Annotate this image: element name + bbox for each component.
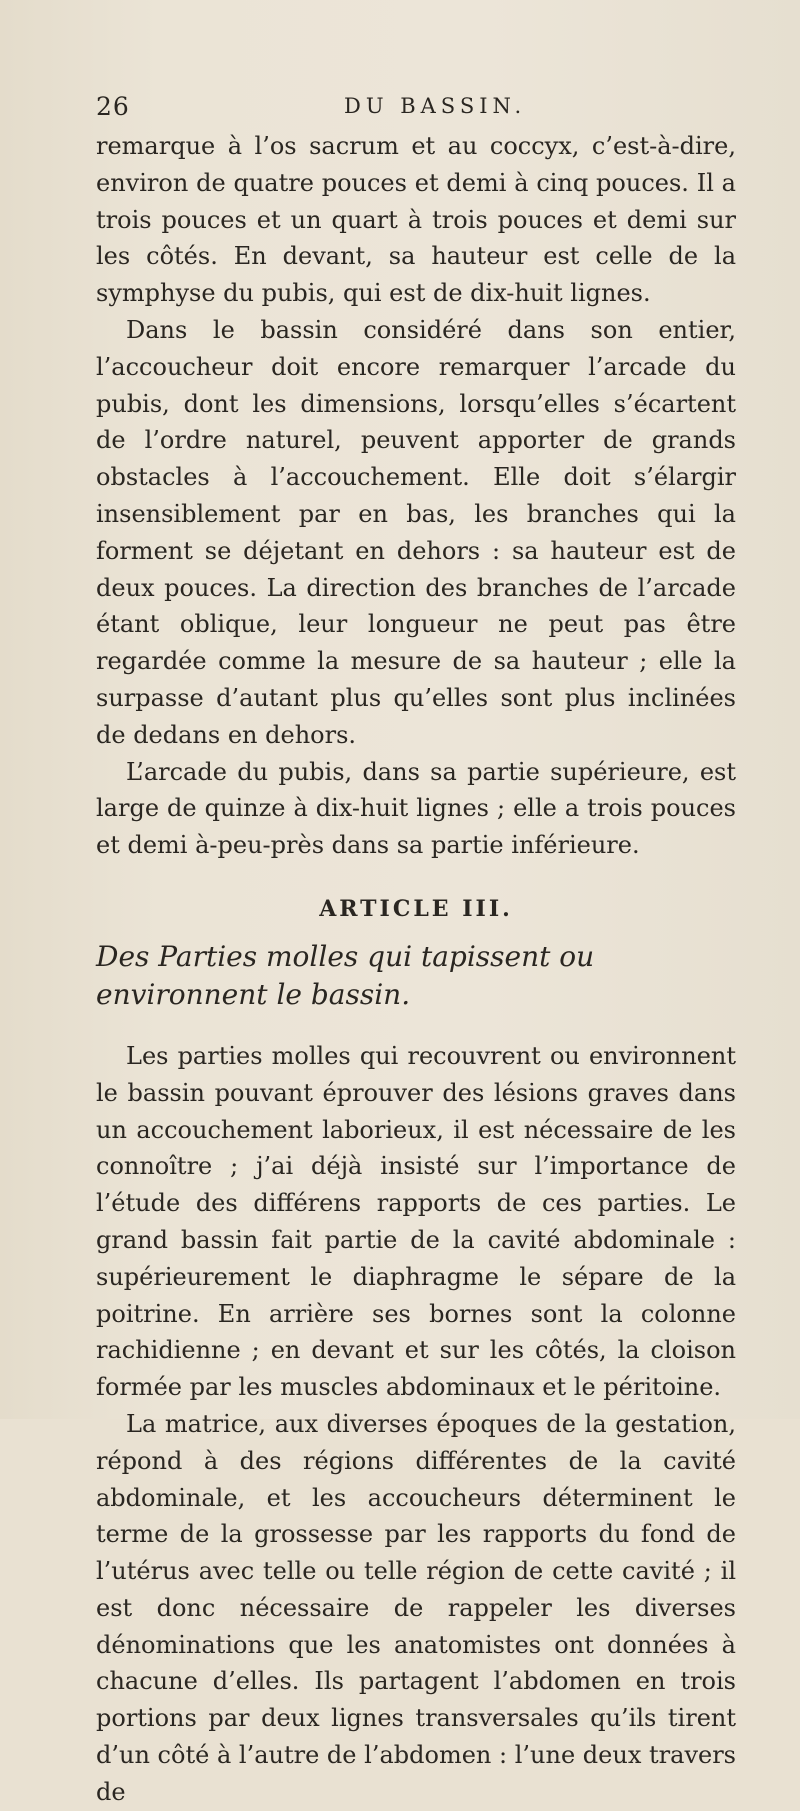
paragraph-arcade-dimensions: L’arcade du pubis, dans sa partie supérieure, est large de quinze à dix-huit lignes ; elle a trois pouces et demi à-peu-près dans sa partie inférieure. xyxy=(96,757,736,860)
body-text xyxy=(96,128,736,1811)
paragraph-continued: remarque à l’os sacrum et au coccyx, c’est-à-dire, environ de quatre pouces et demi à cinq pouces. Il a trois pouces et un quart à trois pouces et demi sur les côtés. En devant, sa hauteur est celle de la symphyse du pubis, qui est de dix-huit lignes. xyxy=(96,132,736,308)
running-head: DU BASSIN. xyxy=(344,94,527,118)
page-number: 26 xyxy=(96,92,130,121)
article-heading: ARTICLE III. xyxy=(319,895,513,922)
page-header xyxy=(96,92,736,124)
paragraph-uterus: La matrice, aux diverses époques de la gestation, répond à des régions différentes de la cavité abdominale, et les accoucheurs déterminent le terme de la grossesse par les rapports du fond de l’utérus avec telle ou telle région de cette cavité ; il est donc nécessaire de rappeler les diverses dénominations que les anatomistes ont données à chacune d’elles. Ils partagent l’abdomen en trois portions par deux lignes transversales qu’ils tirent d’un côté à l’autre de l’abdomen : l’une deux travers de xyxy=(96,1409,736,1806)
paragraph-soft-parts: Les parties molles qui recouvrent ou environnent le bassin pouvant éprouver des lésions graves dans un accouchement laborieux, il est nécessaire de les connoître ; j’ai déjà insisté sur l’importance de l’étude des différens rapports de ces parties. Le grand bassin fait partie de la cavité abdominale : supérieurement le diaphragme le sépare de la poitrine. En arrière ses bornes sont la colonne rachidienne ; en devant et sur les côtés, la cloison formée par les muscles abdominaux et le péritoine. xyxy=(96,1041,736,1402)
article-title: Des Parties molles qui tapissent ou environnent le bassin. xyxy=(96,939,595,1011)
paragraph-arcade-pubis: Dans le bassin considéré dans son entier, l’accoucheur doit encore remarquer l’arcade du pubis, dont les dimensions, lorsqu’elles s’écartent de l’ordre naturel, peuvent apporter de grands obstacles à l’accouchement. Elle doit s’élargir insensiblement par en bas, les branches qui la forment se déjetant en dehors : sa hauteur est de deux pouces. La direction des branches de l’arcade étant oblique, leur longueur ne peut pas être regardée comme la mesure de sa hauteur ; elle la surpasse d’autant plus qu’elles sont plus inclinées de dedans en dehors. xyxy=(96,315,736,749)
